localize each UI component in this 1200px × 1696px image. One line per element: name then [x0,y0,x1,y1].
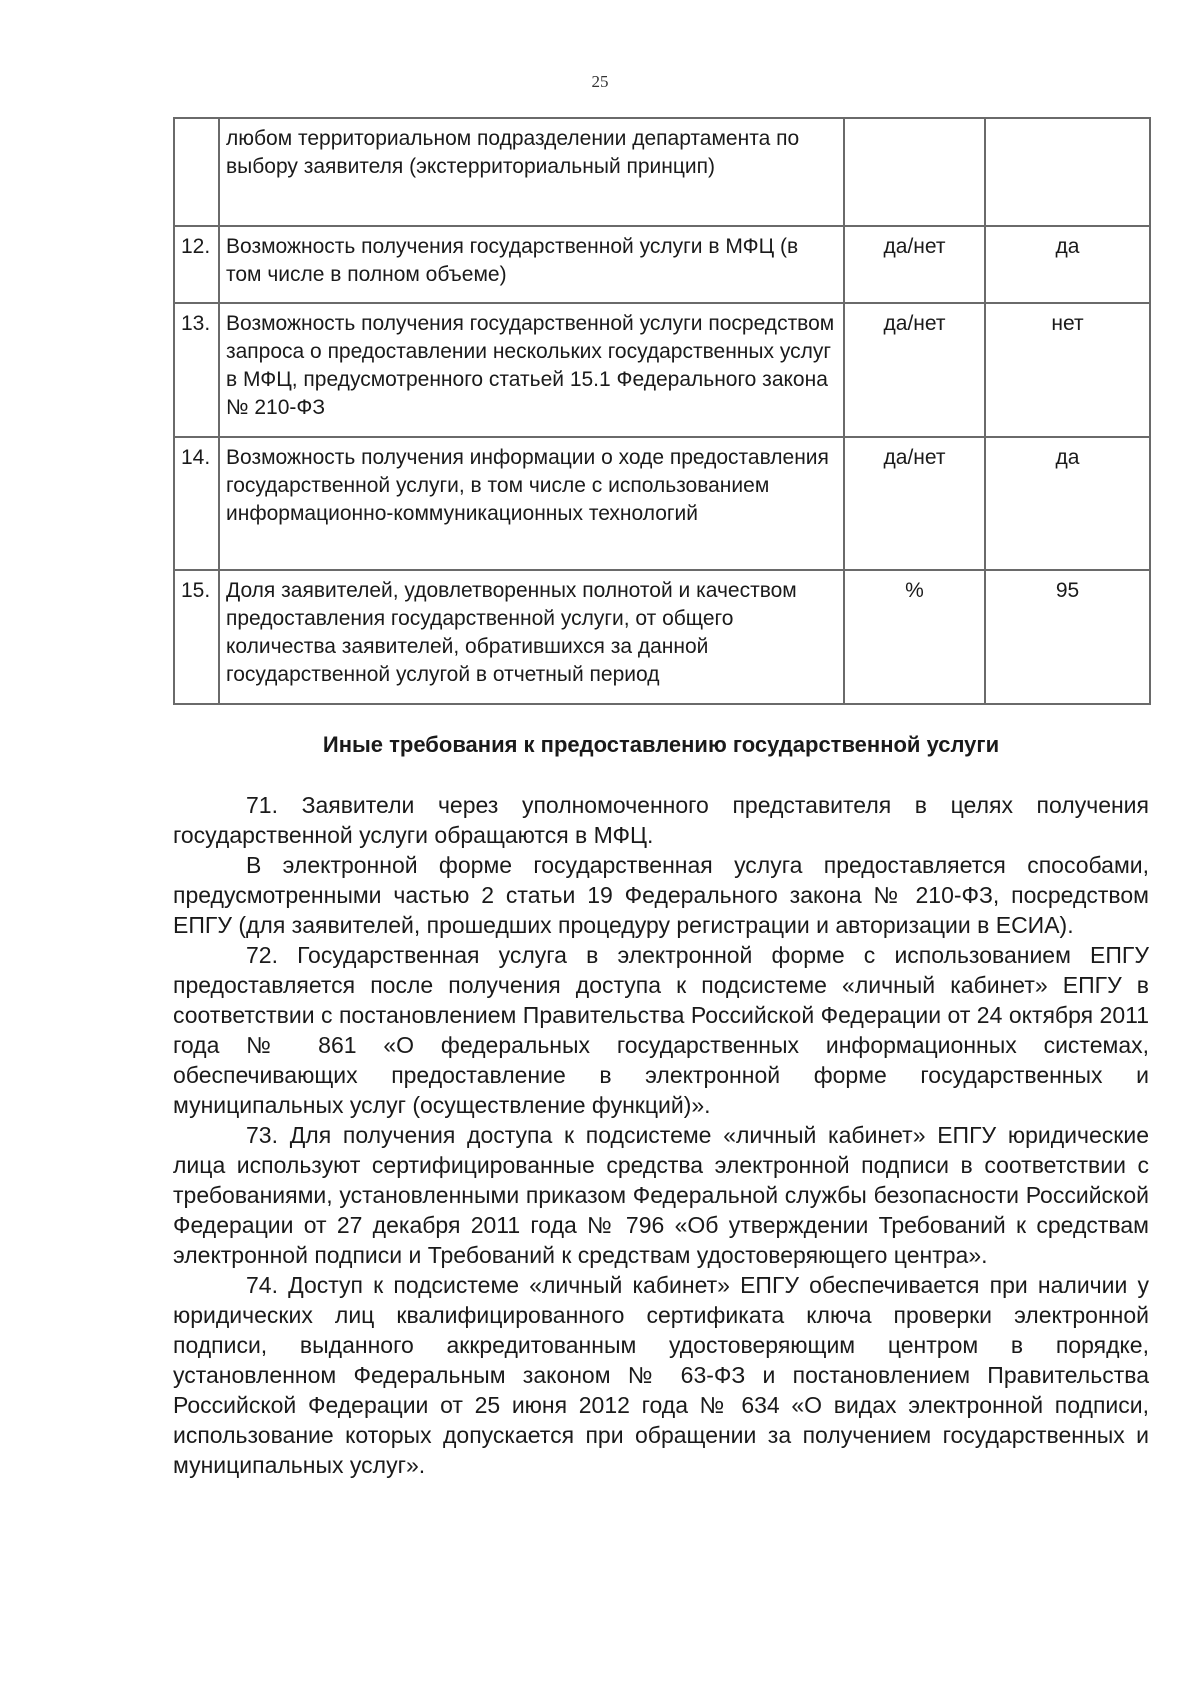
row-description: любом территориальном подразделении департамента по выбору заявителя (экстерриториальный принцип) [219,118,844,226]
row-unit: да/нет [844,226,985,303]
table-row [174,570,1150,704]
row-number: 12. [174,226,219,303]
paragraph-71-electronic: В электронной форме государственная услуга предоставляется способами, предусмотренными частью 2 статьи 19 Федерального закона № 210-ФЗ, посредством ЕПГУ (для заявителей, прошедших процедуру регистрации и авторизации в ЕСИА). [173,852,1149,938]
row-value [985,118,1150,226]
row-value: 95 [985,570,1150,704]
row-description: Возможность получения государственной услуги посредством запроса о предоставлении нескольких государственных услуг в МФЦ, предусмотренного статьей 15.1 Федерального закона № 210-ФЗ [219,303,844,437]
paragraph-74: 74. Доступ к подсистеме «личный кабинет» ЕПГУ обеспечивается при наличии у юридических лиц квалифицированного сертификата ключа проверки электронной подписи, выданного аккредитованным удостоверяющим центром в порядке, установленном Федеральным законом № 63-ФЗ и постановлением Правительства Российской Федерации от 25 июня 2012 года № 634 «О видах электронной подписи, использование которых допускается при обращении за получением государственных и муниципальных услуг». [173,1272,1149,1478]
row-number: 14. [174,437,219,570]
row-value: да [985,226,1150,303]
table-row [174,226,1150,303]
table-row [174,303,1150,437]
row-unit: % [844,570,985,704]
section-title: Иные требования к предоставлению государственной услуги [322,732,1000,757]
row-description: Возможность получения государственной услуги в МФЦ (в том числе в полном объеме) [219,226,844,303]
table-row [174,437,1150,570]
row-description: Доля заявителей, удовлетворенных полнотой и качеством предоставления государственной услуги, от общего количества заявителей, обратившихся за данной государственной услугой в отчетный период [219,570,844,704]
row-number: 13. [174,303,219,437]
row-unit [844,118,985,226]
paragraph-71: 71. Заявители через уполномоченного представителя в целях получения государственной услуги обращаются в МФЦ. [173,792,1149,848]
row-unit: да/нет [844,303,985,437]
row-number: 15. [174,570,219,704]
row-value: нет [985,303,1150,437]
requirements-table [173,117,1151,705]
row-number [174,118,219,226]
table-row [174,118,1150,226]
row-description: Возможность получения информации о ходе предоставления государственной услуги, в том числе с использованием информационно-коммуникационных технологий [219,437,844,570]
paragraph-73: 73. Для получения доступа к подсистеме «личный кабинет» ЕПГУ юридические лица используют сертифицированные средства электронной подписи в соответствии с требованиями, установленными приказом Федеральной службы безопасности Российской Федерации от 27 декабря 2011 года № 796 «Об утверждении Требований к средствам электронной подписи и Требований к средствам удостоверяющего центра». [173,1122,1149,1268]
page-number: 25 [591,72,609,91]
body-text [173,790,1149,1480]
row-unit: да/нет [844,437,985,570]
paragraph-72: 72. Государственная услуга в электронной форме с использованием ЕПГУ предоставляется после получения доступа к подсистеме «личный кабинет» ЕПГУ в соответствии с постановлением Правительства Российской Федерации от 24 октября 2011 года № 861 «О федеральных государственных информационных системах, обеспечивающих предоставление в электронной форме государственных и муниципальных услуг (осуществление функций)». [173,942,1149,1118]
row-value: да [985,437,1150,570]
